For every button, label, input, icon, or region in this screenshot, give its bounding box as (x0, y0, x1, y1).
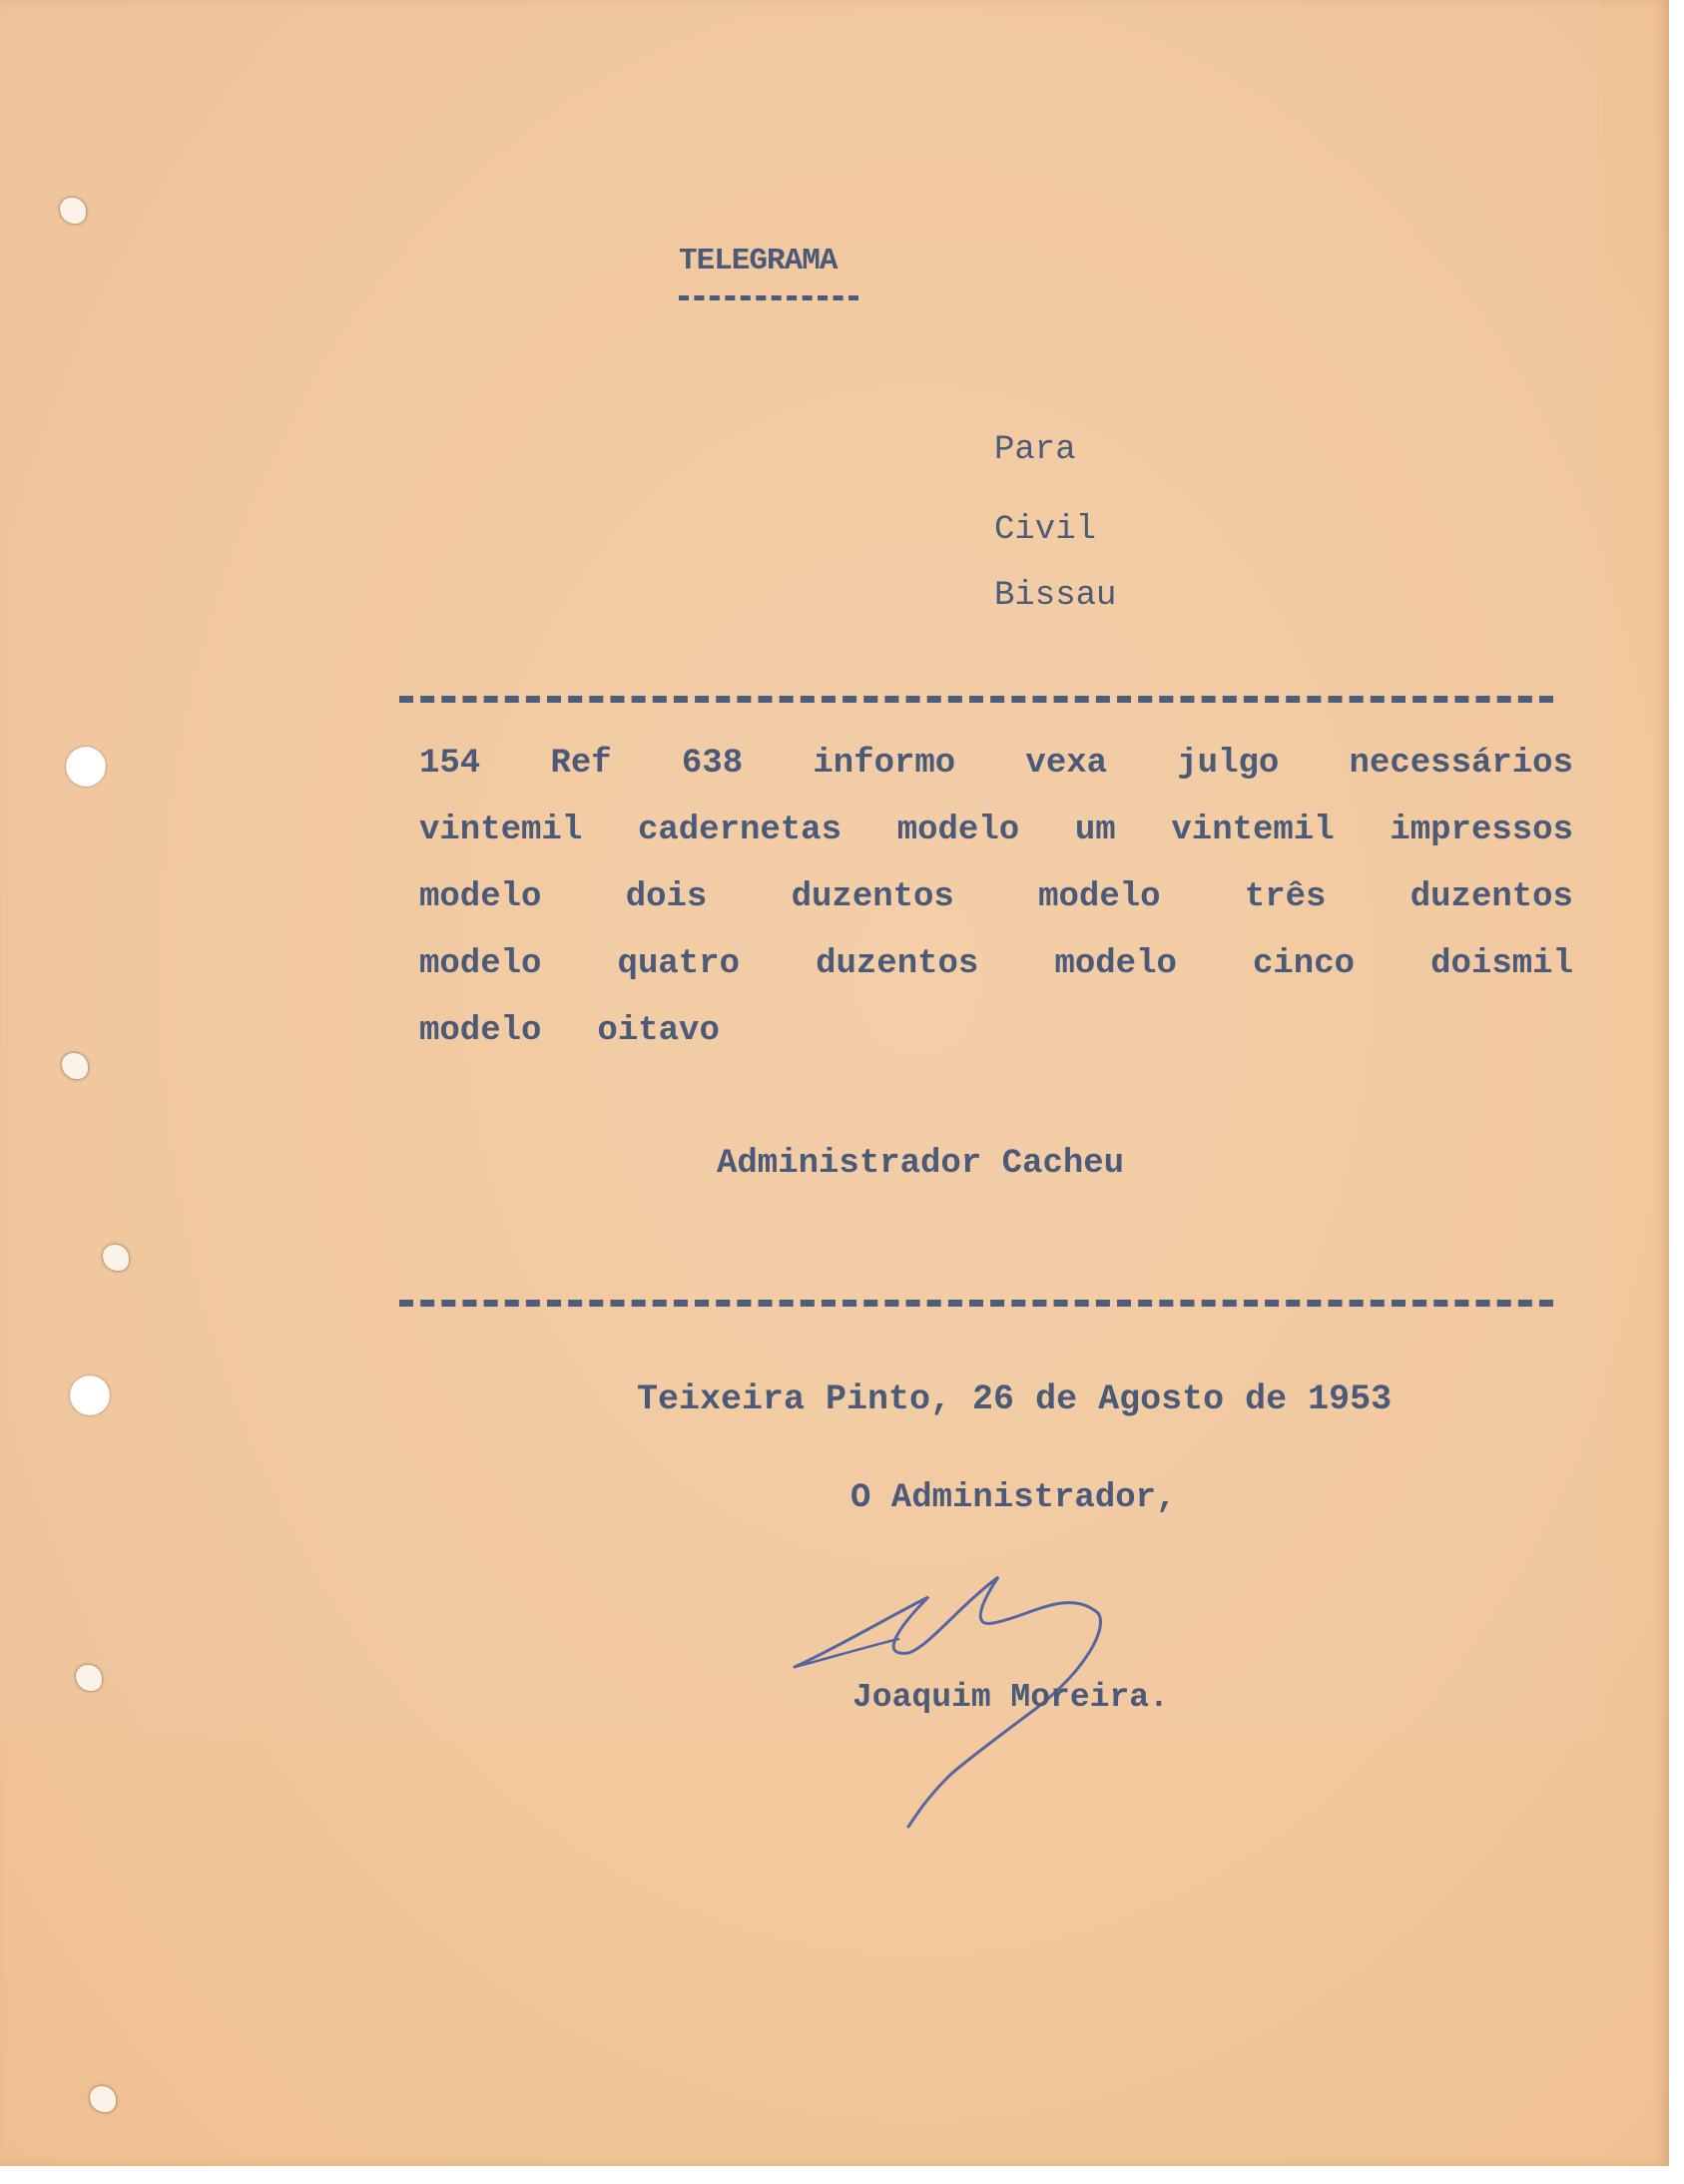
message-word: vexa (1025, 745, 1108, 783)
message-word: modelo (1038, 878, 1161, 916)
message-line-1 (419, 745, 1573, 783)
punch-hole (60, 198, 86, 224)
message-word: 638 (681, 745, 744, 783)
message-word: informo (813, 745, 956, 783)
message-line-4 (419, 945, 1573, 983)
message-word: modelo (419, 878, 542, 916)
separator-rule-bottom (399, 1300, 1553, 1307)
punch-hole (90, 2086, 116, 2112)
message-word: oitavo (597, 1012, 720, 1050)
message-word: três (1244, 878, 1327, 916)
message-word: modelo (419, 1012, 542, 1050)
message-line-5 (419, 1012, 1573, 1050)
title-underline (679, 295, 858, 300)
message-line-3 (419, 878, 1573, 916)
message-word: um (1074, 812, 1116, 849)
message-word: Ref (550, 745, 612, 783)
addressee-line-2: Bissau (994, 577, 1117, 615)
message-word: julgo (1177, 745, 1280, 783)
punch-hole (103, 1245, 129, 1271)
punch-hole (62, 1053, 88, 1079)
message-word: dois (625, 878, 708, 916)
addressee-line-1: Civil (994, 511, 1097, 549)
message-word: duzentos (1409, 878, 1573, 916)
place-and-date: Teixeira Pinto, 26 de Agosto de 1953 (637, 1379, 1393, 1419)
punch-hole (76, 1665, 102, 1691)
message-word: 154 (419, 745, 481, 783)
message-word: modelo (419, 945, 542, 983)
document-title: TELEGRAMA (679, 244, 838, 278)
sender-line: Administrador Cacheu (717, 1145, 1125, 1183)
message-word: quatro (617, 945, 740, 983)
signatory-name: Joaquim Moreira. (852, 1679, 1169, 1716)
message-word: vintemil (419, 812, 583, 849)
separator-rule-top (399, 696, 1553, 703)
message-word: vintemil (1171, 812, 1335, 849)
binder-hole (66, 747, 106, 787)
message-word: cinco (1253, 945, 1356, 983)
addressee-para: Para (994, 431, 1076, 469)
message-word: duzentos (791, 878, 954, 916)
message-word: necessários (1349, 745, 1573, 783)
message-word: impressos (1390, 812, 1573, 849)
message-word: modelo (896, 812, 1020, 849)
closing-line: O Administrador, (850, 1479, 1177, 1517)
message-word: modelo (1054, 945, 1177, 983)
message-word: duzentos (816, 945, 979, 983)
message-line-2 (419, 812, 1573, 849)
message-word: cadernetas (637, 812, 842, 849)
message-word: doismil (1430, 945, 1573, 983)
binder-hole (70, 1375, 110, 1415)
